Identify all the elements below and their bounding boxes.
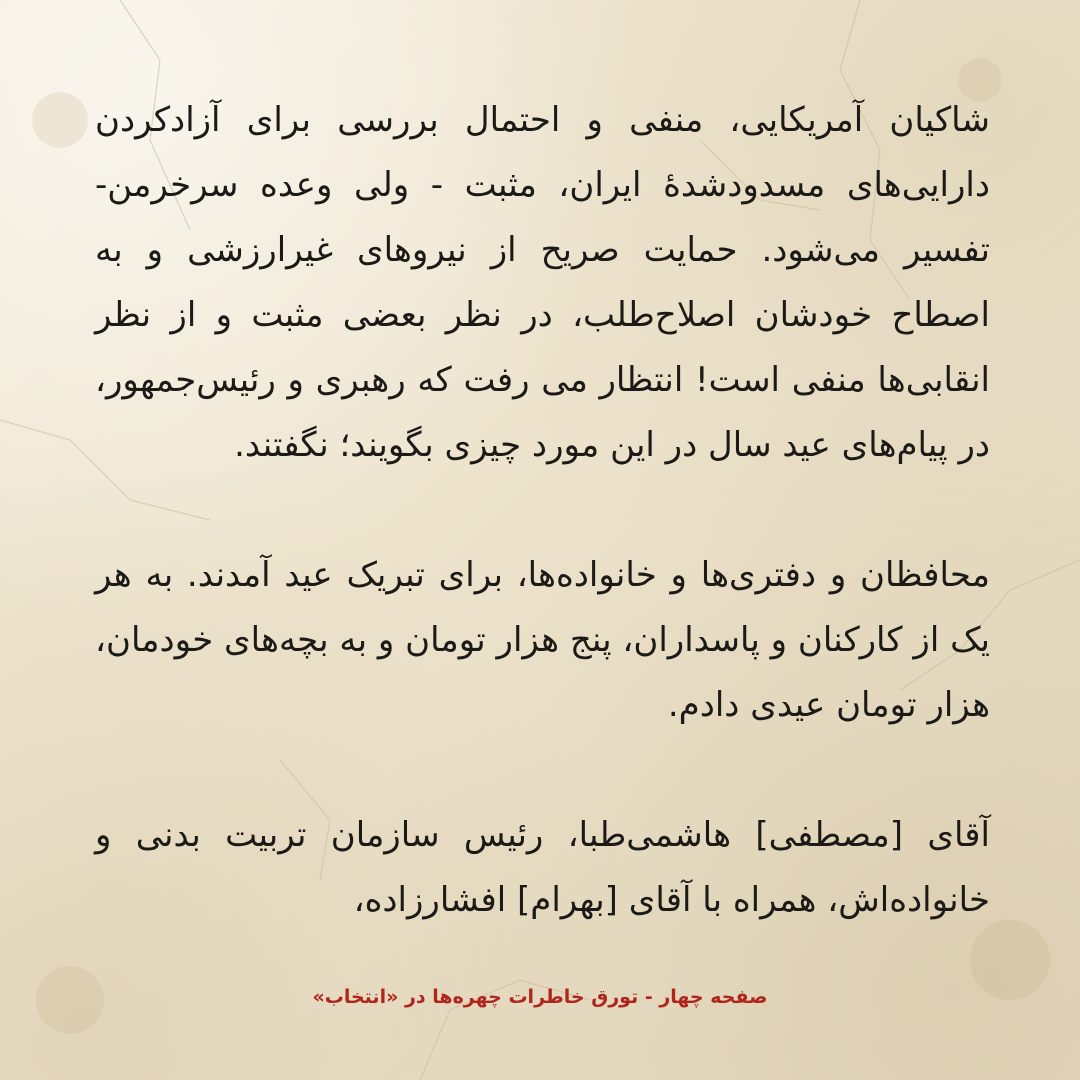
footer-caption: صفحه چهار - تورق خاطرات چهره‌ها در «انتخاب» bbox=[312, 986, 768, 1008]
document-body bbox=[95, 88, 990, 933]
paragraph-1: شاکیان آمریکایی، منفی و احتمال بررسی برای آزادکردن دارایی‌های مسدودشدهٔ ایران، مثبت - ولی وعده سرخرمن- تفسیر می‌شود. حمایت صریح از نیروهای غیرارزشی و به اصطاح خودشان اصلاح‌طلب، در نظر بعضی مثبت و از نظر انقابی‌ها منفی است! انتظار می رفت که رهبری و رئیس‌جمهور، در پیام‌های عید سال در این مورد چیزی بگویند؛ نگفتند. bbox=[95, 100, 990, 465]
paragraph-2: محافظان و دفتری‌ها و خانواده‌ها، برای تبریک عید آمدند. به هر یک از کارکنان و پاسداران، پنج هزار تومان و به بچه‌های خودمان، هزار تومان عیدی دادم. bbox=[95, 555, 990, 725]
paragraph-3: آقای [مصطفی] هاشمی‌طبا، رئیس سازمان تربیت بدنی و خانواده‌اش، همراه با آقای [بهرام] افشارزاده، bbox=[95, 815, 990, 920]
